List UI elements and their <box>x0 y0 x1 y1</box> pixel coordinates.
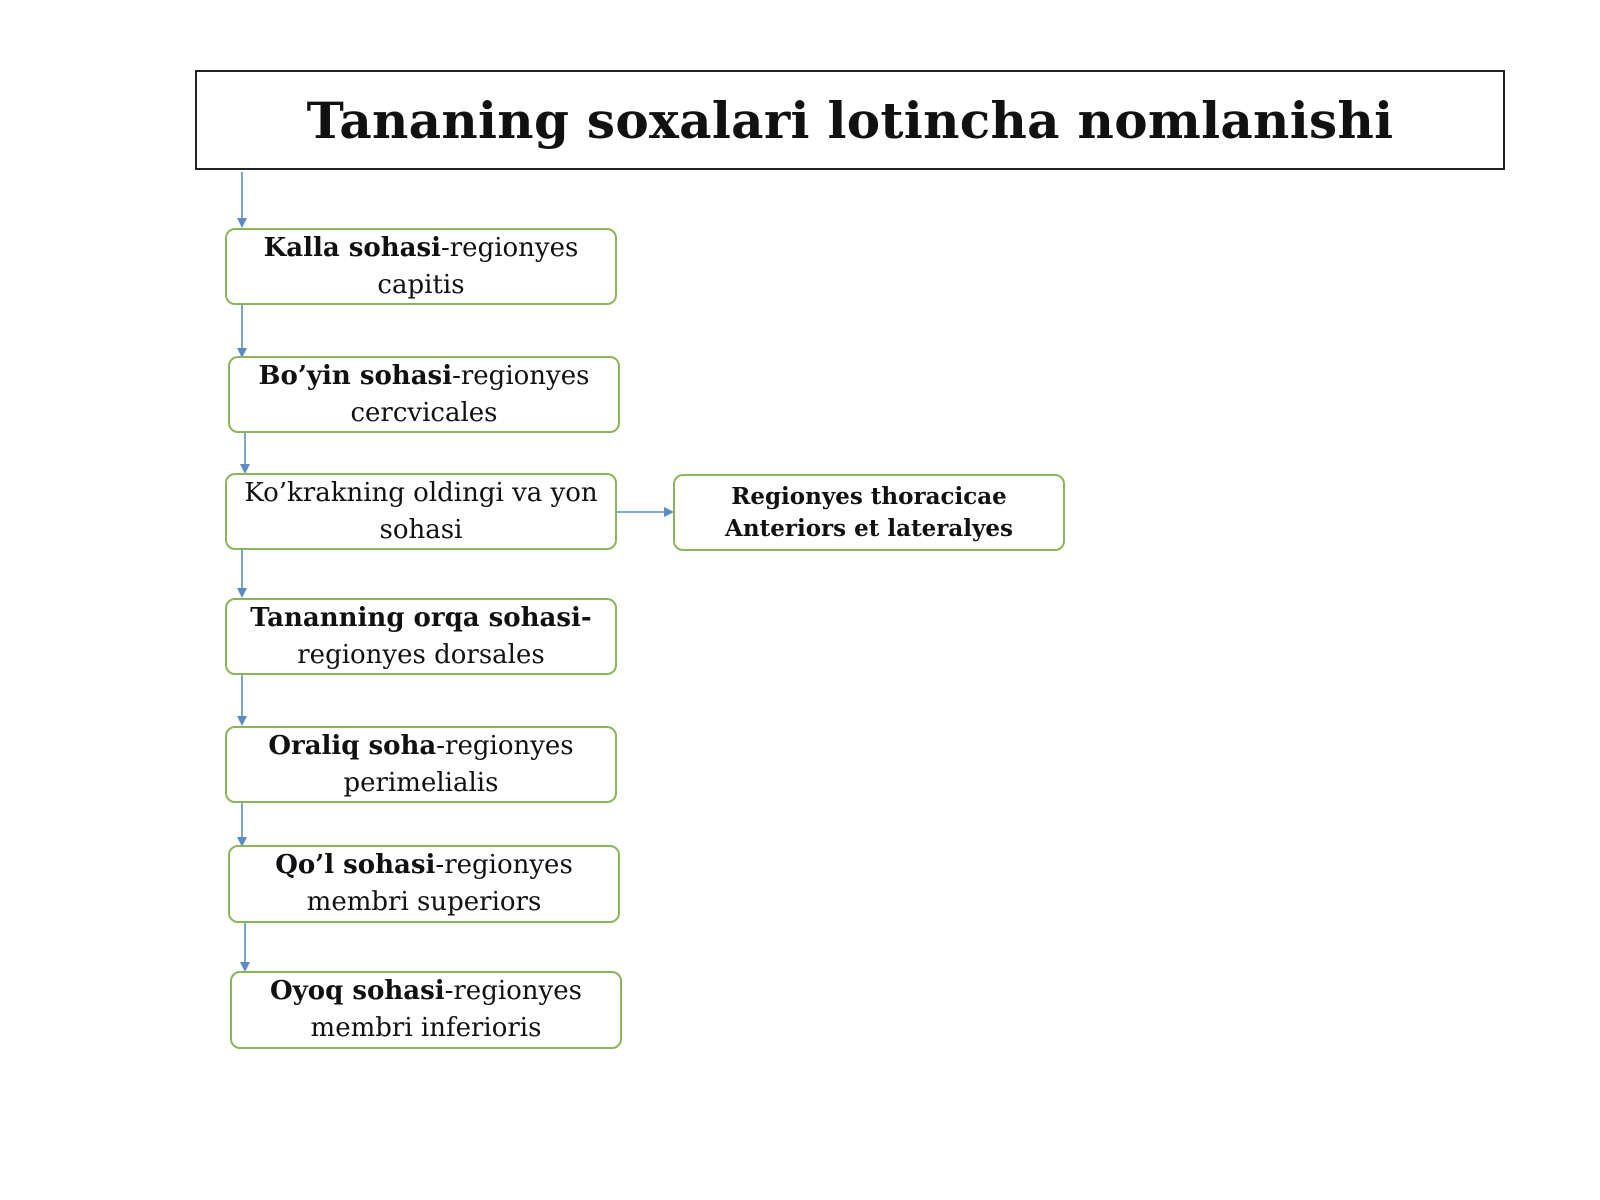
node-kalla-bold: Kalla sohasi <box>263 232 441 263</box>
node-oraliq-text <box>241 728 601 802</box>
node-thoracicae <box>673 474 1065 551</box>
node-orqa-rest: regionyes dorsales <box>297 639 545 670</box>
node-kokrak-rest: Ko’krakning oldingi va yon sohasi <box>244 477 598 545</box>
node-qol-text <box>244 847 604 921</box>
node-qol-rest: -regionyes membri superiors <box>306 850 573 917</box>
node-orqa <box>225 598 617 675</box>
node-thoracicae-line2: Anteriors et lateralyes <box>725 514 1013 542</box>
node-oraliq-bold: Oraliq soha <box>268 730 437 761</box>
title-box <box>195 70 1505 170</box>
node-kalla-rest: -regionyes capitis <box>377 232 579 300</box>
node-oyoq-text <box>246 973 606 1047</box>
node-boyin <box>228 356 620 433</box>
node-kokrak-text <box>241 475 601 549</box>
node-oraliq <box>225 726 617 803</box>
node-qol-bold: Qo’l sohasi <box>275 850 436 880</box>
node-boyin-bold: Bo’yin sohasi <box>258 360 453 391</box>
node-kalla-text <box>241 230 601 304</box>
node-kokrak <box>225 473 617 550</box>
node-oyoq-bold: Oyoq sohasi <box>270 976 445 1006</box>
node-orqa-text <box>241 600 601 674</box>
node-oyoq <box>230 971 622 1049</box>
node-oyoq-rest: -regionyes membri inferioris <box>310 976 582 1043</box>
node-thoracicae-line1: Regionyes thoracicae <box>731 482 1007 510</box>
node-oraliq-rest: -regionyes perimelialis <box>343 730 574 798</box>
node-kalla <box>225 228 617 305</box>
node-boyin-text <box>244 358 604 432</box>
node-boyin-rest: -regionyes cercvicales <box>350 360 590 428</box>
node-thoracicae-text <box>725 481 1013 545</box>
node-qol <box>228 845 620 923</box>
diagram-title: Tananing soxalari lotincha nomlanishi <box>306 90 1394 150</box>
node-orqa-bold: Tananning orqa sohasi- <box>250 602 592 633</box>
